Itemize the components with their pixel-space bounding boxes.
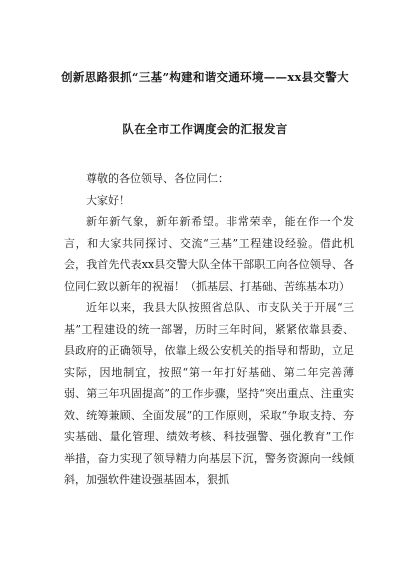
document-body [64,168,354,491]
document-title-line-1: 创新思路狠抓“三基”构建和谐交通环境——xx县交警大 [61,70,349,84]
document-title-line-2: 队在全市工作调度会的汇报发言 [122,122,288,136]
salutation: 尊敬的各位领导、各位同仁： [86,172,229,185]
paragraph-2: 近年以来，我县大队按照省总队、市支队关于开展“三基”工程建设的统一部署，历时三年时间，紧紧依靠县委、县政府的正确领导，依靠上级公安机关的指导和帮助，立足实际，因地制宜，按照“第一年打好基础、第二年完善薄弱、第三年巩固提高”的工作步骤，坚持“突出重点、注重实效、统筹兼顾、全面发展”的工作原则，采取“争取支持、夯实基础、量化管理、绩效考核、科技强警、强化教育”工作举措，奋力实现了领导精力向基层下沉，警务资源向一线倾斜，加强软件建设强基固本，狠抓 [64,301,354,486]
greeting: 大家好！ [86,193,130,207]
paragraph-1: 新年新气象，新年新希望。非常荣幸，能在作一个发言，和大家共同探讨、交流“三基”工程建设经验。借此机会，我首先代表xx县交警大队全体干部职工向各位领导、各位同仁致以新年的祝福！（抓基层、打基础、苦练基本功） [64,215,354,293]
